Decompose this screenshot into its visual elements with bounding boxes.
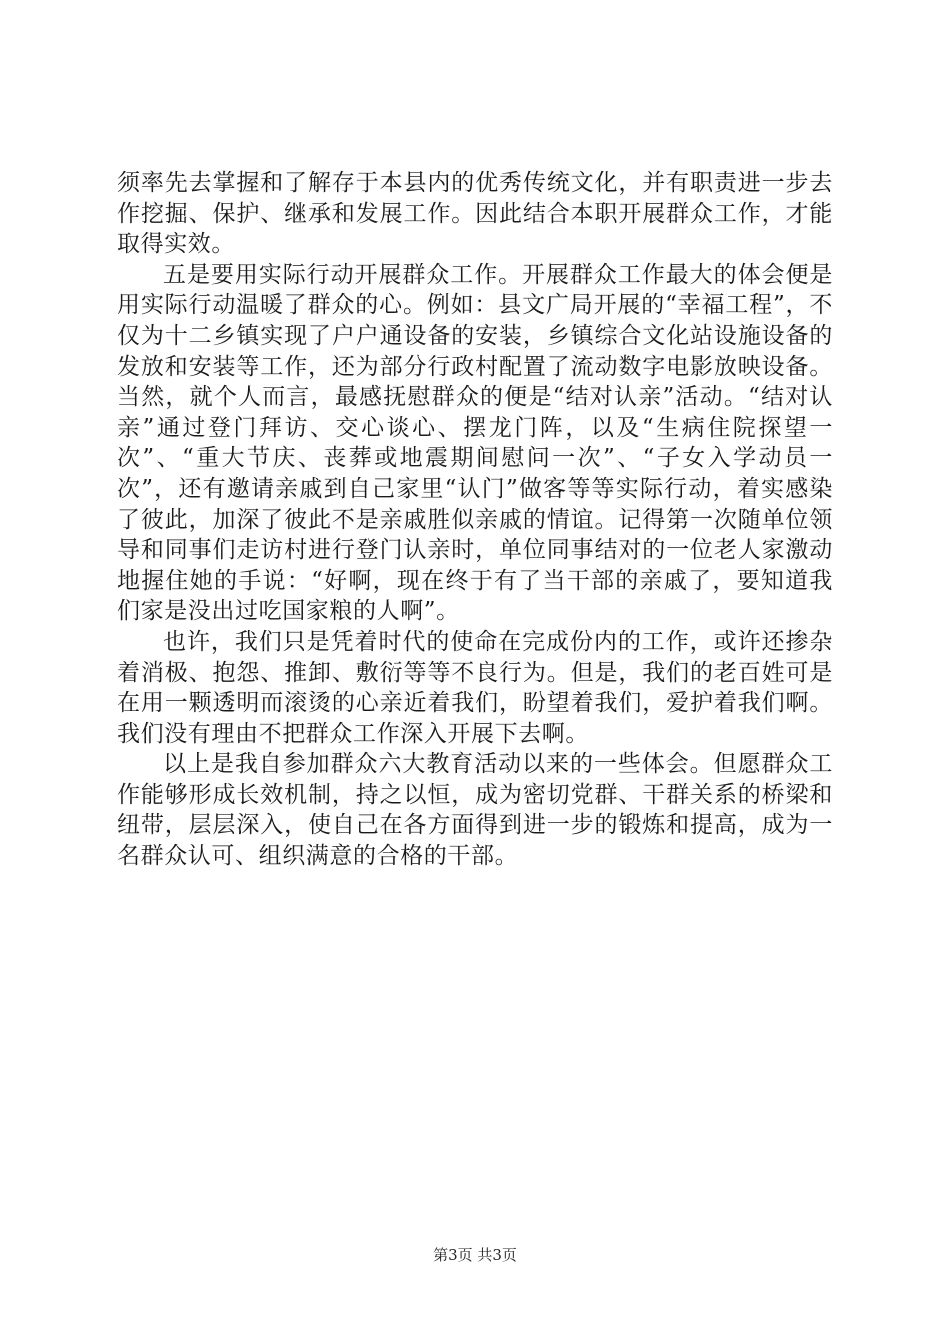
- paragraph-reflection: 也许，我们只是凭着时代的使命在完成份内的工作，或许还掺杂着消极、抱怨、推卸、敷衍等等不良行为。但是，我们的老百姓可是在用一颗透明而滚烫的心亲近着我们，盼望着我们，爱护着我们啊。我们没有理由不把群众工作深入开展下去啊。: [117, 628, 833, 747]
- paragraph-continuation: 须率先去掌握和了解存于本县内的优秀传统文化，并有职责进一步去作挖掘、保护、继承和发展工作。因此结合本职开展群众工作，才能取得实效。: [117, 170, 833, 258]
- page-number-footer: 第3页 共3页: [433, 1246, 517, 1264]
- paragraph-point-five: 五是要用实际行动开展群众工作。开展群众工作最大的体会便是用实际行动温暖了群众的心。例如：县文广局开展的“幸福工程”，不仅为十二乡镇实现了户户通设备的安装，乡镇综合文化站设施设备的发放和安装等工作，还为部分行政村配置了流动数字电影放映设备。当然，就个人而言，最感抚慰群众的便是“结对认亲”活动。“结对认亲”通过登门拜访、交心谈心、摆龙门阵，以及“生病住院探望一次”、“重大节庆、丧葬或地震期间慰问一次”、“子女入学动员一次”，还有邀请亲戚到自己家里“认门”做客等等实际行动，着实感染了彼此，加深了彼此不是亲戚胜似亲戚的情谊。记得第一次随单位领导和同事们走访村进行登门认亲时，单位同事结对的一位老人家激动地握住她的手说：“好啊，现在终于有了当干部的亲戚了，要知道我们家是没出过吃国家粮的人啊”。: [117, 261, 833, 625]
- document-body: [117, 168, 833, 872]
- paragraph-conclusion: 以上是我自参加群众六大教育活动以来的一些体会。但愿群众工作能够形成长效机制，持之以恒，成为密切党群、干群关系的桥梁和纽带，层层深入，使自己在各方面得到进一步的锻炼和提高，成为一名群众认可、组织满意的合格的干部。: [117, 751, 833, 870]
